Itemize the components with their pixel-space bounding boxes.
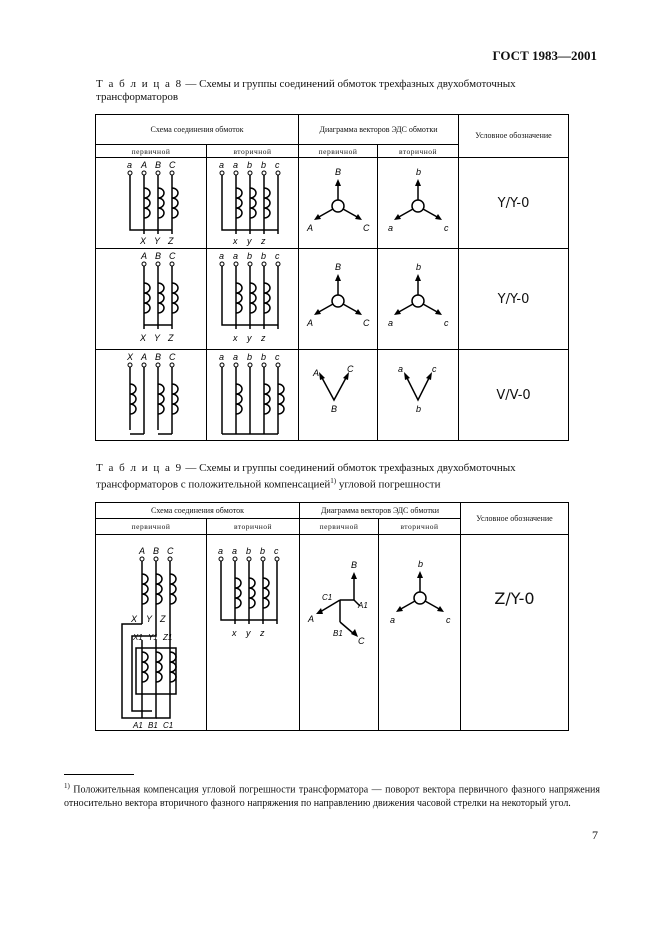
svg-text:b: b xyxy=(246,160,252,170)
svg-text:Z: Z xyxy=(160,613,166,624)
svg-text:c: c xyxy=(432,364,437,374)
svg-text:C1: C1 xyxy=(322,592,333,602)
svg-text:C1: C1 xyxy=(163,720,174,730)
table9-primary-scheme xyxy=(96,535,207,731)
row2-secondary-vectors xyxy=(378,249,459,350)
svg-text:a: a xyxy=(218,352,224,362)
row1-primary-scheme xyxy=(96,158,207,249)
table9-header-vectors: Диаграмма векторов ЭДС обмотки xyxy=(300,503,461,519)
svg-text:B: B xyxy=(155,251,162,261)
svg-text:a: a xyxy=(232,352,238,362)
row3-secondary-vectors xyxy=(378,350,459,441)
table9-symbol: Z/Y-0 xyxy=(461,535,569,731)
svg-text:c: c xyxy=(274,545,279,556)
svg-text:C: C xyxy=(363,318,370,328)
page-number: 7 xyxy=(592,828,598,842)
svg-text:B: B xyxy=(155,352,162,362)
svg-text:X1: X1 xyxy=(133,632,143,642)
label-c: C xyxy=(169,160,176,170)
footnote: $^{1)}$ Положительная компенсация угловой погрешности трансформатора — поворот вектора первичного фазного напряжения относительно вектора вторичного фазного напряжения по направлению движения часовой стрелки на некоторый угол. xyxy=(64,782,600,809)
row3-symbol: V/V-0 xyxy=(459,350,569,441)
svg-text:z: z xyxy=(260,236,265,246)
svg-text:A1: A1 xyxy=(358,600,368,610)
svg-text:A: A xyxy=(307,223,314,233)
svg-text:y: y xyxy=(246,236,251,246)
table9-primary-vectors xyxy=(300,535,379,731)
row3-primary-scheme xyxy=(96,350,207,441)
svg-text:A: A xyxy=(139,545,146,556)
svg-text:b: b xyxy=(416,262,422,272)
svg-text:Z1: Z1 xyxy=(163,632,173,642)
table9-header-symbol: Условное обозначение xyxy=(461,503,569,535)
svg-text:C: C xyxy=(358,635,365,646)
svg-text:B: B xyxy=(153,545,160,556)
svg-text:a: a xyxy=(232,251,238,261)
svg-text:B1: B1 xyxy=(148,720,158,730)
row2-primary-vectors xyxy=(299,249,378,350)
svg-text:a: a xyxy=(218,251,224,261)
svg-text:c: c xyxy=(444,223,449,233)
svg-text:a: a xyxy=(389,614,395,625)
svg-text:B: B xyxy=(335,167,342,177)
table8-header-scheme: Схема соединения обмоток xyxy=(96,115,299,145)
svg-text:b: b xyxy=(260,545,266,556)
svg-text:C: C xyxy=(347,364,354,374)
row3-secondary-scheme xyxy=(207,350,299,441)
table9-secondary-vectors xyxy=(379,535,461,731)
row1-secondary-vectors xyxy=(378,158,459,249)
svg-text:Y1: Y1 xyxy=(148,632,158,642)
svg-text:Y: Y xyxy=(154,333,161,343)
label-a: A xyxy=(141,160,148,170)
svg-text:a: a xyxy=(232,545,238,556)
table9-secondary-scheme xyxy=(207,535,300,731)
svg-text:x: x xyxy=(232,627,237,638)
svg-text:y: y xyxy=(246,627,251,638)
svg-text:C: C xyxy=(363,223,370,233)
svg-text:a: a xyxy=(218,545,224,556)
svg-text:b: b xyxy=(260,352,266,362)
table9-sub-vec-primary: первичной xyxy=(300,519,379,535)
table8-sub-primary: первичной xyxy=(96,145,207,158)
svg-text:b: b xyxy=(246,352,252,362)
svg-text:a: a xyxy=(232,160,238,170)
row3-primary-vectors xyxy=(299,350,378,441)
footnote-rule xyxy=(64,774,134,775)
svg-text:a: a xyxy=(388,223,394,233)
svg-text:c: c xyxy=(274,352,279,362)
table8-header-vectors: Диаграмма векторов ЭДС обмотки xyxy=(299,115,459,145)
svg-text:X: X xyxy=(140,333,147,343)
svg-text:A: A xyxy=(141,251,148,261)
table8 xyxy=(95,114,569,441)
svg-text:b: b xyxy=(260,160,266,170)
svg-text:z: z xyxy=(260,333,265,343)
svg-text:b: b xyxy=(260,251,266,261)
svg-text:c: c xyxy=(274,251,279,261)
svg-text:b: b xyxy=(246,251,252,261)
svg-text:B1: B1 xyxy=(333,628,343,638)
row1-primary-vectors xyxy=(299,158,378,249)
table8-header-symbol: Условное обозначение xyxy=(459,115,569,158)
svg-text:y: y xyxy=(246,333,251,343)
svg-text:b: b xyxy=(417,558,423,569)
svg-text:A: A xyxy=(313,368,320,378)
svg-text:B: B xyxy=(335,262,342,272)
table8-sub-secondary: вторичной xyxy=(207,145,299,158)
row1-secondary-scheme xyxy=(207,158,299,249)
table8-caption: Т а б л и ц а 8 — Схемы и группы соединений обмоток трехфазных двухобмоточных трансформаторов xyxy=(96,78,516,103)
label-x: X xyxy=(140,236,147,246)
svg-text:C: C xyxy=(169,352,176,362)
svg-text:c: c xyxy=(274,160,279,170)
svg-text:A: A xyxy=(141,352,148,362)
table9 xyxy=(95,502,569,731)
svg-text:C: C xyxy=(167,545,174,556)
svg-text:A1: A1 xyxy=(133,720,143,730)
svg-text:a: a xyxy=(398,364,404,374)
document-header: ГОСТ 1983—2001 xyxy=(492,48,597,63)
svg-text:Y: Y xyxy=(146,613,153,624)
table8-sub-vec-primary: первичной xyxy=(299,145,378,158)
svg-text:X: X xyxy=(131,613,138,624)
svg-text:b: b xyxy=(416,404,422,414)
svg-text:a: a xyxy=(218,160,224,170)
label-z: Z xyxy=(168,236,174,246)
svg-text:X: X xyxy=(127,352,134,362)
svg-text:a: a xyxy=(388,318,394,328)
label-b: B xyxy=(155,160,162,170)
table9-caption: Т а б л и ц а 9 — Схемы и группы соединений обмоток трехфазных двухобмоточных трансформаторов с положительной компенсацией$^{1)}$ угловой погрешности xyxy=(96,462,516,491)
svg-text:x: x xyxy=(232,333,237,343)
table9-sub-vec-secondary: вторичной xyxy=(379,519,461,535)
svg-text:A: A xyxy=(307,318,314,328)
svg-text:Z: Z xyxy=(168,333,174,343)
svg-text:c: c xyxy=(445,614,450,625)
svg-text:B: B xyxy=(351,559,358,570)
label-0: a xyxy=(127,160,133,170)
svg-text:A: A xyxy=(308,613,315,624)
row2-secondary-scheme xyxy=(207,249,299,350)
table8-sub-vec-secondary: вторичной xyxy=(378,145,459,158)
table9-sub-primary: первичной xyxy=(96,519,207,535)
svg-text:b: b xyxy=(416,167,422,177)
label-y: Y xyxy=(154,236,161,246)
table9-sub-secondary: вторичной xyxy=(207,519,300,535)
svg-text:x: x xyxy=(232,236,237,246)
svg-text:c: c xyxy=(444,318,449,328)
row2-primary-scheme xyxy=(96,249,207,350)
svg-text:C: C xyxy=(169,251,176,261)
row2-symbol: Y/Y-0 xyxy=(459,249,569,350)
svg-text:z: z xyxy=(260,627,265,638)
svg-text:b: b xyxy=(246,545,252,556)
row1-symbol: Y/Y-0 xyxy=(459,158,569,249)
table9-header-scheme: Схема соединения обмоток xyxy=(96,503,300,519)
svg-text:B: B xyxy=(331,404,338,414)
